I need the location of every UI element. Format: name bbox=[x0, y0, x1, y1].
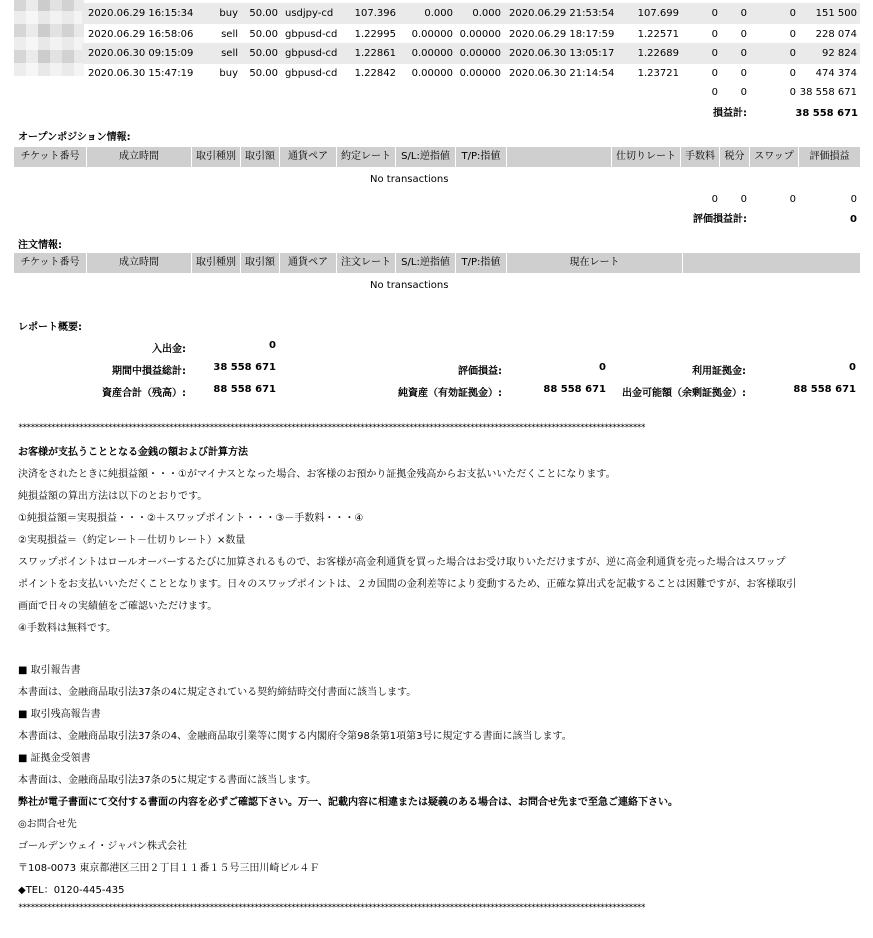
orders-empty: No transactions bbox=[370, 280, 449, 291]
open-positions-pl: 評価損益計: 0 bbox=[693, 214, 857, 225]
notes-line: ポイントをお支払いいただくこととなります。日々のスワップポイントは、２カ国間の金利差等により変動するため、正確な算出式を記載することは困難ですが、お客様取引 bbox=[18, 579, 797, 590]
table-row: 2020.06.30 09:15:09 sell 50.00 gbpusd-cd 1.22861 0.00000 0.00000 2020.06.30 13:05:17 1.22689 0 0 0 92 824 bbox=[82, 43, 860, 64]
summary-title: レポート概要: bbox=[18, 322, 82, 333]
open-positions-header: チケット番号 成立時間 取引種別 取引額 通貨ペア 約定レート S/L:逆指値 T/P:指値 仕切りレート 手数料 税分 スワップ 評価損益 bbox=[14, 147, 860, 167]
divider-stars-top: ********************************************************************************************************************************************************** bbox=[18, 423, 645, 433]
divider-stars-bottom: ********************************************************************************************************************************************************** bbox=[18, 903, 645, 913]
open-positions-empty: No transactions bbox=[370, 174, 449, 185]
notes-line: 純損益額の算出方法は以下のとおりです。 bbox=[18, 491, 208, 502]
orders-header: チケット番号 成立時間 取引種別 取引額 通貨ペア 注文レート S/L:逆指値 T/P:指値 現在レート bbox=[14, 253, 860, 273]
orders-title: 注文情報: bbox=[18, 240, 62, 251]
table-row: 2020.06.29 16:15:34 buy 50.00 usdjpy-cd 107.396 0.000 0.000 2020.06.29 21:53:54 107.699 0 0 0 151 500 bbox=[82, 3, 860, 24]
doc3-text: 本書面は、金融商品取引法37条の5に規定する書面に該当します。 bbox=[18, 775, 317, 786]
warning-text: 弊社が電子書面にて交付する書面の内容を必ずご確認下さい。万一、記載内容に相違または疑義のある場合は、お問合せ先まで至急ご連絡下さい。 bbox=[18, 797, 678, 808]
doc1-title: ■ 取引報告書 bbox=[18, 665, 81, 676]
redacted-ticket-numbers bbox=[14, 0, 84, 76]
company-tel: ◆TEL：0120-445-435 bbox=[18, 885, 125, 896]
table-row: 2020.06.29 16:58:06 sell 50.00 gbpusd-cd 1.22995 0.00000 0.00000 2020.06.29 18:17:59 1.22571 0 0 0 228 074 bbox=[88, 29, 857, 40]
notes-line: 決済をされたときに純損益額・・・①がマイナスとなった場合、お客様のお預かり証拠金残高からお支払いいただくことになります。 bbox=[18, 469, 616, 480]
closed-totals-row: 0 0 0 38 558 671 bbox=[711, 87, 857, 98]
notes-heading: お客様が支払うこととなる金銭の額および計算方法 bbox=[18, 447, 248, 458]
closed-pl-row: 損益計: 38 558 671 bbox=[713, 108, 858, 119]
doc2-text: 本書面は、金融商品取引法37条の4、金融商品取引業等に関する内閣府令第98条第1項第3号に規定する書面に該当します。 bbox=[18, 731, 572, 742]
open-positions-title: オープンポジション情報: bbox=[18, 132, 131, 143]
company-name: ゴールデンウェイ・ジャパン株式会社 bbox=[18, 841, 187, 852]
notes-line: ①純損益額＝実現損益・・・②＋スワップポイント・・・③－手数料・・・④ bbox=[18, 513, 364, 524]
notes-line: 画面で日々の実績値をご確認いただけます。 bbox=[18, 601, 218, 612]
doc1-text: 本書面は、金融商品取引法37条の4に規定されている契約締結時交付書面に該当します。 bbox=[18, 687, 417, 698]
company-address: 〒108-0073 東京都港区三田２丁目１１番１５号三田川崎ビル４Ｆ bbox=[18, 863, 320, 874]
contact-title: ◎お問合せ先 bbox=[18, 819, 77, 830]
doc2-title: ■ 取引残高報告書 bbox=[18, 709, 101, 720]
open-positions-totals: 0 0 0 0 bbox=[711, 194, 857, 205]
notes-line: ②実現損益＝（約定レート－仕切りレート）×数量 bbox=[18, 535, 246, 546]
table-row: 2020.06.30 15:47:19 buy 50.00 gbpusd-cd 1.22842 0.00000 0.00000 2020.06.30 21:14:54 1.23721 0 0 0 474 374 bbox=[88, 68, 857, 79]
doc3-title: ■ 証拠金受領書 bbox=[18, 753, 91, 764]
notes-line: ④手数料は無料です。 bbox=[18, 623, 117, 634]
notes-line: スワップポイントはロールオーバーするたびに加算されるもので、お客様が高金利通貨を買った場合はお受け取りいただけますが、逆に高金利通貨を売った場合はスワップ bbox=[18, 557, 786, 568]
